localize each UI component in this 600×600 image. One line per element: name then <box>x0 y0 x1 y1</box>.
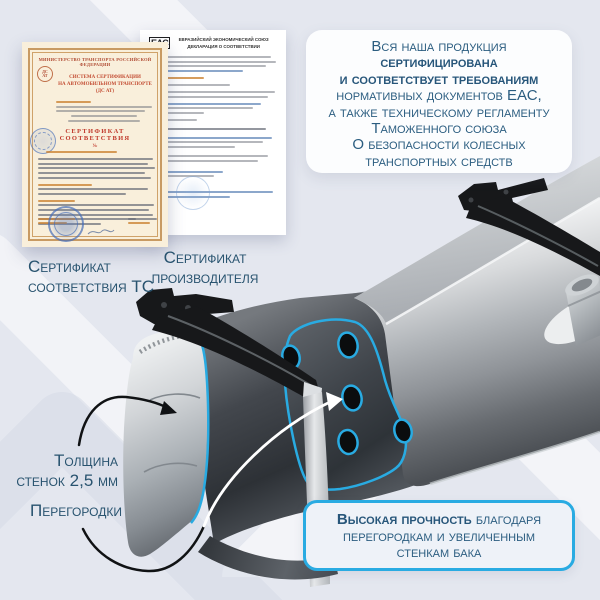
placeholder-text-line <box>38 193 126 195</box>
signature <box>86 226 116 238</box>
certificate-manufacturer-label: Сертификат производителя <box>151 248 259 287</box>
ds-at-emblem: ДС АТ <box>37 66 53 82</box>
placeholder-text-line <box>56 110 145 112</box>
certificate-stamp <box>48 206 84 242</box>
placeholder-text-line <box>153 65 266 67</box>
placeholder-text-line <box>153 128 266 130</box>
placeholder-text-line <box>153 155 268 157</box>
certificate-title: ЕВРАЗИЙСКИЙ ЭКОНОМИЧЕСКИЙ СОЮЗ ДЕКЛАРАЦИЯ О СООТВЕТСТВИИ <box>178 37 269 49</box>
placeholder-text-line <box>46 151 117 153</box>
certification-system-title: СИСТЕМА СЕРТИФИКАЦИИ НА АВТОМОБИЛЬНОМ ТРАНСПОРТЕ (ДС АТ) <box>58 75 152 94</box>
baffles-label: Перегородки <box>30 501 122 520</box>
certificate-ts-label: Сертификат соответствия ТС <box>28 257 155 296</box>
placeholder-text-line <box>153 91 275 93</box>
placeholder-text-line <box>38 177 151 179</box>
placeholder-text-line <box>153 61 276 63</box>
placeholder-text-line <box>153 103 261 105</box>
placeholder-text-line <box>153 56 271 58</box>
placeholder-text-line <box>38 204 154 206</box>
certificate-ts <box>22 42 168 247</box>
placeholder-text-line <box>38 200 75 202</box>
placeholder-text-line <box>38 167 155 169</box>
certificate-text-placeholder <box>149 56 277 198</box>
placeholder-text-line <box>153 96 268 98</box>
strength-text: благодаря <box>471 511 542 528</box>
certification-info-box: Вся наша продукция сертифицирована и соответствует требованиям нормативных документов ЕАС, а также техническому регламенту Таможенного союза О безопасности колесных транспортных средств <box>306 30 572 173</box>
ministry-line: МИНИСТЕРСТВО ТРАНСПОРТА РОССИЙСКОЙ ФЕДЕРАЦИИ <box>38 57 152 67</box>
certificate-stamp <box>176 176 210 210</box>
placeholder-text-line <box>153 137 272 139</box>
placeholder-text-line <box>56 101 91 103</box>
certificate-title: СЕРТИФИКАТ СООТВЕТСТВИЯ <box>59 127 131 142</box>
certificate-stamp <box>30 128 56 154</box>
tank-end-cap <box>123 329 208 557</box>
placeholder-text-line <box>128 218 157 220</box>
strength-info-box: Высокая прочность благодаря перегородкам и увеличенным стенкам бака <box>303 500 575 571</box>
wall-thickness-label: Толщина стенок 2,5 мм <box>16 451 118 490</box>
placeholder-text-line <box>153 160 258 162</box>
placeholder-text-line <box>38 158 153 160</box>
certificate-text-placeholder <box>52 101 156 121</box>
placeholder-text-line <box>71 115 138 117</box>
placeholder-text-line <box>153 141 263 143</box>
placeholder-text-line <box>68 120 141 122</box>
placeholder-text-line <box>128 222 150 224</box>
placeholder-text-line <box>38 172 145 174</box>
signatory-line <box>124 215 156 227</box>
placeholder-text-line <box>38 188 148 190</box>
placeholder-text-line <box>38 184 92 186</box>
placeholder-text-line <box>56 106 152 108</box>
certificate-number: № <box>92 143 98 149</box>
placeholder-text-line <box>38 163 148 165</box>
strength-bold-text: Высокая прочность <box>336 511 472 528</box>
certificate-header <box>149 37 277 50</box>
placeholder-text-line <box>153 191 273 193</box>
